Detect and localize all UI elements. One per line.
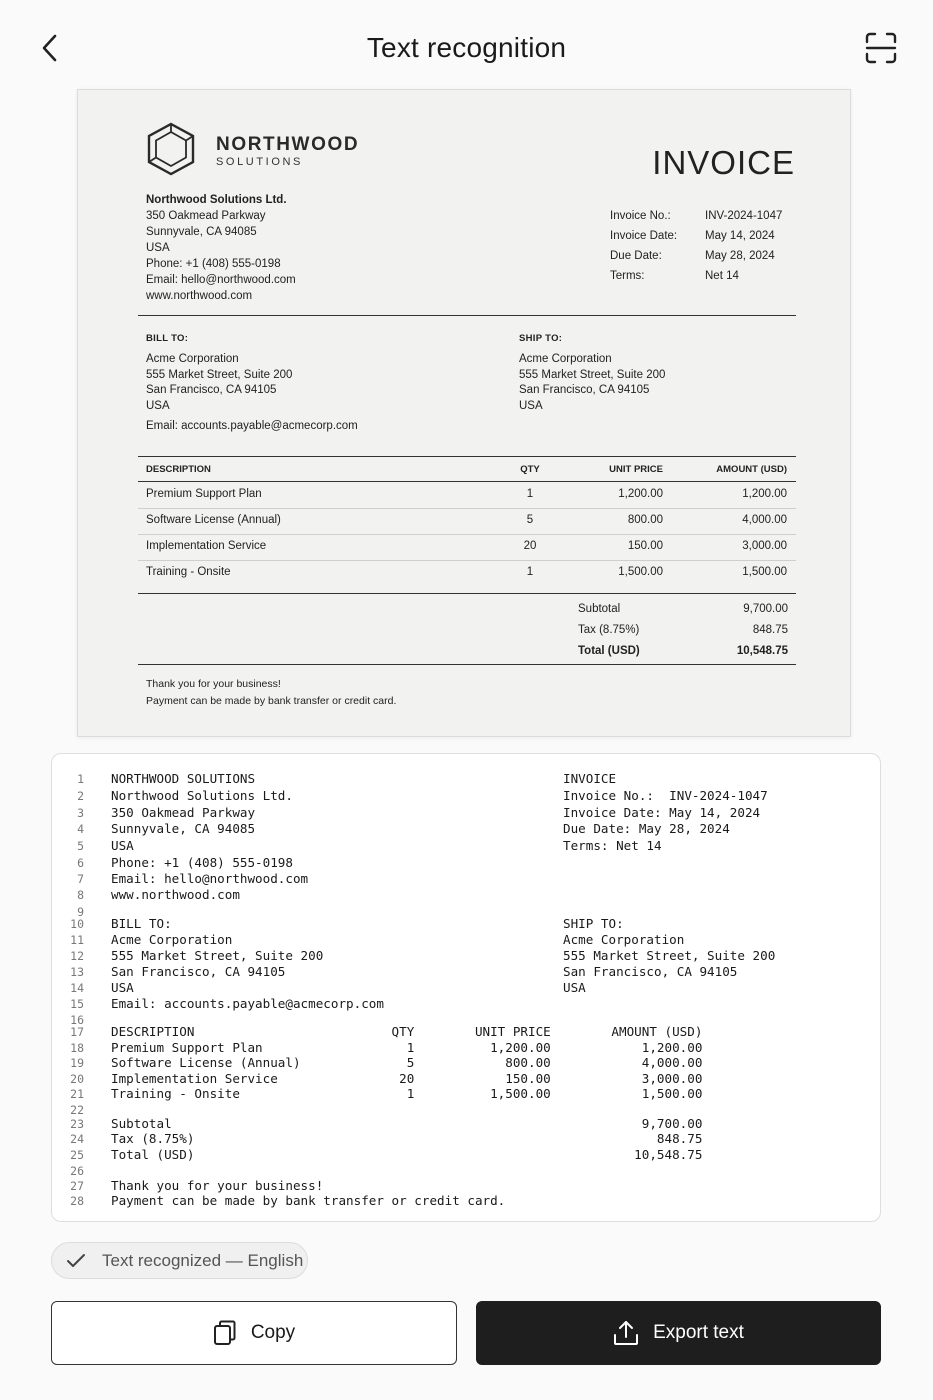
meta-label: Invoice Date: <box>610 230 678 242</box>
ocr-line <box>52 855 880 871</box>
ocr-text-left: 555 Market Street, Suite 200 <box>111 948 324 963</box>
subtotal-label: Subtotal <box>578 603 621 615</box>
thanks-note: Thank you for your business! <box>146 678 281 690</box>
item-amount: 1,500.00 <box>742 566 787 578</box>
item-amount: 1,200.00 <box>742 488 787 500</box>
ocr-line <box>52 1024 880 1040</box>
ocr-line <box>52 1163 880 1179</box>
line-number: 28 <box>70 1194 84 1208</box>
item-qty: 1 <box>526 488 534 500</box>
divider <box>138 481 796 482</box>
ocr-text-left: Premium Support Plan 1 1,200.00 1,200.00 <box>111 1040 703 1055</box>
ocr-line <box>52 980 880 996</box>
bill-to-street: 555 Market Street, Suite 200 <box>146 368 293 381</box>
meta-label: Invoice No.: <box>610 210 671 222</box>
ocr-line <box>52 821 880 837</box>
line-number: 17 <box>70 1025 84 1039</box>
line-number: 25 <box>70 1148 84 1162</box>
ocr-line <box>52 1116 880 1132</box>
col-qty: QTY <box>520 464 540 475</box>
line-number: 8 <box>77 888 84 902</box>
top-bar <box>0 0 933 96</box>
ocr-text-right: San Francisco, CA 94105 <box>563 964 738 979</box>
line-number: 22 <box>70 1103 84 1117</box>
meta-value: May 14, 2024 <box>705 230 775 242</box>
ocr-line <box>52 964 880 980</box>
ocr-line <box>52 771 880 787</box>
ship-to-country: USA <box>519 400 543 413</box>
line-number: 21 <box>70 1087 84 1101</box>
ocr-text-left: Sunnyvale, CA 94085 <box>111 821 256 836</box>
ocr-line <box>52 1178 880 1194</box>
ocr-text-left: Implementation Service 20 150.00 3,000.00 <box>111 1071 703 1086</box>
status-text: Text recognized — English <box>102 1250 304 1270</box>
table-row <box>138 509 796 535</box>
ocr-text-left: Software License (Annual) 5 800.00 4,000.00 <box>111 1055 703 1070</box>
item-unit-price: 1,500.00 <box>618 566 663 578</box>
ocr-text-left: Payment can be made by bank transfer or credit card. <box>111 1193 506 1208</box>
bill-to-company: Acme Corporation <box>146 353 239 365</box>
ocr-text-right: Terms: Net 14 <box>563 838 662 853</box>
line-number: 12 <box>70 949 84 963</box>
meta-row <box>610 246 782 266</box>
subtotal-row <box>578 603 788 624</box>
tax-row <box>578 624 788 645</box>
ocr-text-right: Acme Corporation <box>563 932 685 947</box>
ocr-line <box>52 1055 880 1071</box>
check-icon <box>66 1251 86 1271</box>
ocr-line <box>52 871 880 887</box>
sender-company: Northwood Solutions Ltd. <box>146 194 287 206</box>
ship-to-city: San Francisco, CA 94105 <box>519 384 650 397</box>
ocr-text-left: USA <box>111 838 134 853</box>
ocr-line <box>52 1193 880 1209</box>
divider <box>138 664 796 665</box>
brand-subtitle: SOLUTIONS <box>216 156 303 168</box>
ocr-line <box>52 1086 880 1102</box>
line-number: 13 <box>70 965 84 979</box>
subtotal-value: 9,700.00 <box>743 603 788 615</box>
item-qty: 5 <box>526 514 534 526</box>
ocr-line <box>52 916 880 932</box>
table-row <box>138 561 796 587</box>
tax-value: 848.75 <box>752 624 788 636</box>
status-badge <box>51 1242 308 1279</box>
item-description: Premium Support Plan <box>146 488 262 500</box>
table-header <box>138 464 796 482</box>
meta-label: Terms: <box>610 270 645 282</box>
ocr-line <box>52 838 880 854</box>
northwood-logo-icon <box>146 122 196 176</box>
ocr-line <box>52 996 880 1012</box>
ocr-text-left: DESCRIPTION QTY UNIT PRICE AMOUNT (USD) <box>111 1024 703 1039</box>
item-unit-price: 1,200.00 <box>618 488 663 500</box>
ocr-line <box>52 1147 880 1163</box>
ocr-line <box>52 1071 880 1087</box>
meta-value: Net 14 <box>705 270 739 282</box>
ship-to-company: Acme Corporation <box>519 353 612 365</box>
divider <box>138 456 796 457</box>
ocr-text-right: Invoice Date: May 14, 2024 <box>563 805 761 820</box>
ocr-text-left: BILL TO: <box>111 916 172 931</box>
invoice-meta <box>610 206 782 286</box>
total-value: 10,548.75 <box>736 645 788 657</box>
copy-button[interactable] <box>51 1301 457 1365</box>
ship-to-address <box>519 352 665 415</box>
ocr-text-left: Email: accounts.payable@acmecorp.com <box>111 996 384 1011</box>
sender-street: 350 Oakmead Parkway <box>146 210 266 222</box>
line-number: 19 <box>70 1056 84 1070</box>
col-amount: AMOUNT (USD) <box>716 464 787 475</box>
sender-website: www.northwood.com <box>146 290 253 302</box>
recognized-text-panel[interactable] <box>51 753 881 1222</box>
item-amount: 4,000.00 <box>742 514 787 526</box>
scan-button[interactable] <box>859 26 903 70</box>
ocr-text-left: NORTHWOOD SOLUTIONS <box>111 771 256 786</box>
sender-email: Email: hello@northwood.com <box>146 274 296 286</box>
ocr-text-right: SHIP TO: <box>563 916 624 931</box>
brand-name: NORTHWOOD <box>216 134 360 155</box>
ocr-text-left: Email: hello@northwood.com <box>111 871 309 886</box>
divider <box>138 315 796 316</box>
line-number: 14 <box>70 981 84 995</box>
payment-note: Payment can be made by bank transfer or credit card. <box>146 695 397 707</box>
ocr-text-right: Invoice No.: INV-2024-1047 <box>563 788 768 803</box>
line-number: 27 <box>70 1179 84 1193</box>
col-description: DESCRIPTION <box>146 464 211 475</box>
sender-phone: Phone: +1 (408) 555-0198 <box>146 258 281 270</box>
line-number: 4 <box>77 822 84 836</box>
ocr-line <box>52 788 880 804</box>
line-number: 24 <box>70 1132 84 1146</box>
tax-label: Tax (8.75%) <box>578 624 640 636</box>
upload-icon <box>613 1320 639 1346</box>
line-number: 1 <box>77 772 84 786</box>
ocr-text-left: Total (USD) 10,548.75 <box>111 1147 703 1162</box>
meta-row <box>610 226 782 246</box>
ocr-text-right: Due Date: May 28, 2024 <box>563 821 730 836</box>
ocr-line <box>52 805 880 821</box>
meta-row <box>610 206 782 226</box>
table-row <box>138 535 796 561</box>
bill-to-country: USA <box>146 400 170 413</box>
ocr-text-left: USA <box>111 980 134 995</box>
copy-label: Copy <box>250 1322 296 1343</box>
line-number: 26 <box>70 1164 84 1178</box>
bill-to-block <box>146 333 358 435</box>
divider <box>138 593 796 594</box>
meta-row <box>610 266 782 286</box>
ocr-text-left: Subtotal 9,700.00 <box>111 1116 703 1131</box>
ocr-text-right: USA <box>563 980 586 995</box>
line-number: 6 <box>77 856 84 870</box>
ship-to-label: SHIP TO: <box>519 333 563 344</box>
ocr-line <box>52 932 880 948</box>
line-number: 2 <box>77 789 84 803</box>
line-number: 18 <box>70 1041 84 1055</box>
sender-address <box>146 192 296 304</box>
line-number: 7 <box>77 872 84 886</box>
line-number: 16 <box>70 1013 84 1027</box>
bill-to-label: BILL TO: <box>146 333 189 344</box>
ocr-text-left: 350 Oakmead Parkway <box>111 805 256 820</box>
invoice-preview <box>77 89 851 737</box>
ship-to-street: 555 Market Street, Suite 200 <box>519 368 666 381</box>
invoice-title: INVOICE <box>652 144 795 181</box>
line-number: 15 <box>70 997 84 1011</box>
sender-country: USA <box>146 242 170 254</box>
ocr-text-left: Acme Corporation <box>111 932 233 947</box>
total-label: Total (USD) <box>578 645 640 657</box>
copy-icon <box>213 1320 237 1346</box>
ocr-text-right: INVOICE <box>563 771 617 786</box>
ocr-line <box>52 1131 880 1147</box>
item-qty: 1 <box>526 566 534 578</box>
ocr-line <box>52 1040 880 1056</box>
item-description: Software License (Annual) <box>146 514 281 526</box>
ship-to-block <box>519 333 665 415</box>
col-unit-price: UNIT PRICE <box>609 464 663 475</box>
item-amount: 3,000.00 <box>742 540 787 552</box>
item-description: Training - Onsite <box>146 566 231 578</box>
page-title: Text recognition <box>366 32 567 63</box>
line-number: 11 <box>70 933 84 947</box>
meta-value: INV-2024-1047 <box>705 210 783 222</box>
line-number: 3 <box>77 806 84 820</box>
ocr-text-left: Training - Onsite 1 1,500.00 1,500.00 <box>111 1086 703 1101</box>
ocr-text-left: Phone: +1 (408) 555-0198 <box>111 855 293 870</box>
sender-city: Sunnyvale, CA 94085 <box>146 226 257 238</box>
ocr-text-left: San Francisco, CA 94105 <box>111 964 286 979</box>
ocr-text-left: Tax (8.75%) 848.75 <box>111 1131 703 1146</box>
bill-to-email: Email: accounts.payable@acmecorp.com <box>146 419 358 432</box>
line-number: 20 <box>70 1072 84 1086</box>
invoice-footer <box>146 676 396 710</box>
ocr-text-left: www.northwood.com <box>111 887 240 902</box>
line-number: 5 <box>77 839 84 853</box>
meta-value: May 28, 2024 <box>705 250 775 262</box>
total-row <box>578 645 788 666</box>
item-unit-price: 800.00 <box>627 514 663 526</box>
ocr-text-left: Northwood Solutions Ltd. <box>111 788 293 803</box>
ocr-line <box>52 948 880 964</box>
ocr-text-left: Thank you for your business! <box>111 1178 324 1193</box>
meta-label: Due Date: <box>610 250 662 262</box>
export-label: Export text <box>653 1322 744 1343</box>
scan-frame-icon <box>865 32 897 64</box>
bill-to-city: San Francisco, CA 94105 <box>146 384 277 397</box>
item-unit-price: 150.00 <box>627 540 663 552</box>
bill-to-address <box>146 352 358 435</box>
export-text-button[interactable] <box>476 1301 881 1365</box>
item-description: Implementation Service <box>146 540 267 552</box>
line-number: 10 <box>70 917 84 931</box>
totals-block <box>578 603 788 666</box>
item-qty: 20 <box>523 540 537 552</box>
line-number: 9 <box>77 905 84 919</box>
table-row <box>138 483 796 509</box>
ocr-line <box>52 887 880 903</box>
ocr-text-right: 555 Market Street, Suite 200 <box>563 948 776 963</box>
line-number: 23 <box>70 1117 84 1131</box>
